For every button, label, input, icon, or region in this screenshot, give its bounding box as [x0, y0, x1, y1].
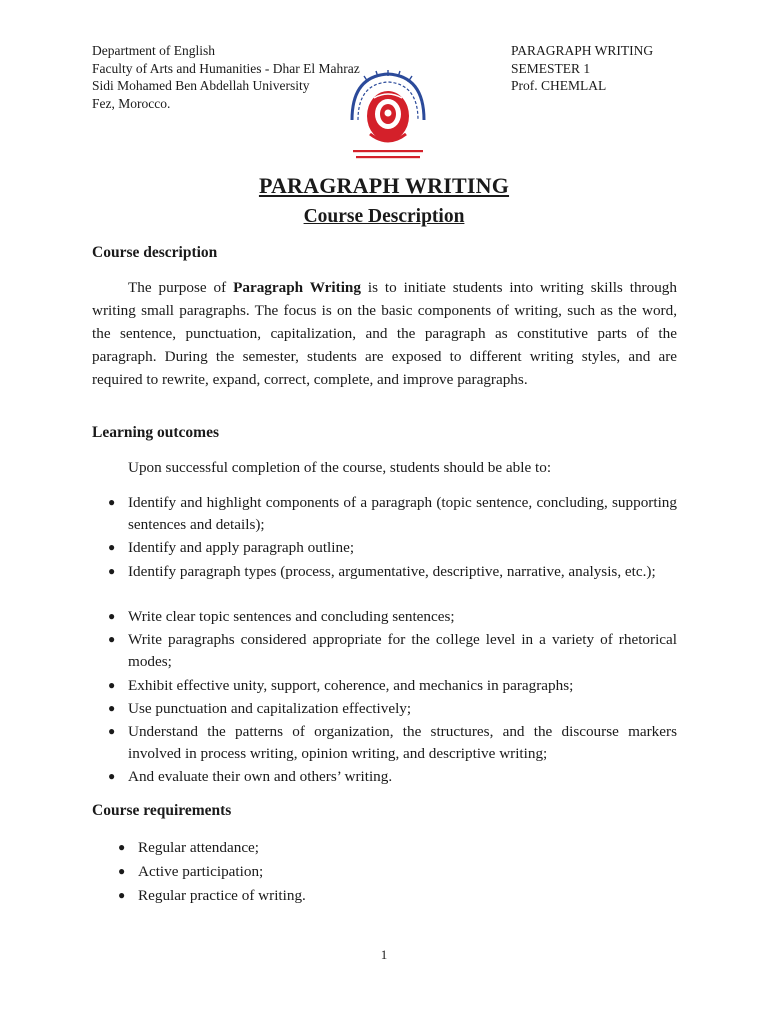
bullet-icon: ● — [118, 864, 126, 878]
course-description-heading: Course description — [92, 244, 218, 261]
bullet-icon: ● — [108, 701, 116, 715]
page-number: 1 — [380, 947, 388, 962]
bullet-icon: ● — [118, 840, 126, 854]
bullet-icon: ● — [108, 540, 116, 554]
list-item: ● And evaluate their own and others’ writing. — [128, 766, 677, 788]
list-item: ● Active participation; — [138, 861, 538, 883]
header-semester: SEMESTER 1 — [511, 60, 591, 76]
list-item: ● Regular attendance; — [138, 837, 538, 859]
course-name-bold: Paragraph Writing — [233, 279, 361, 296]
bullet-icon: ● — [118, 888, 126, 902]
list-item: ● Regular practice of writing. — [138, 885, 538, 907]
list-item: ● Identify and apply paragraph outline; — [128, 537, 677, 559]
list-item: ● Use punctuation and capitalization effectively; — [128, 698, 677, 720]
list-item: ● Understand the patterns of organization, the structures, and the discourse markers involved in process writing, opinion writing, and descriptive writing; — [108, 723, 677, 762]
header-faculty: Faculty of Arts and Humanities - Dhar El Mahraz — [92, 60, 360, 76]
header-course-name: PARAGRAPH WRITING — [511, 43, 654, 58]
bullet-icon: ● — [108, 724, 116, 738]
bullet-icon: ● — [108, 678, 116, 692]
document-subtitle: Course Description — [303, 206, 465, 227]
course-description-text-start: The purpose of — [128, 279, 234, 296]
header-course-block — [511, 42, 653, 95]
list-item: ● Write clear topic sentences and concluding sentences; — [128, 606, 677, 628]
bullet-icon: ● — [108, 564, 116, 578]
bullet-icon: ● — [108, 769, 116, 783]
learning-outcomes-intro: Upon successful completion of the course, students should be able to: — [128, 459, 552, 476]
document-title: PARAGRAPH WRITING — [258, 173, 510, 198]
list-item: ● Exhibit effective unity, support, coherence, and mechanics in paragraphs; — [128, 675, 677, 697]
bullet-icon: ● — [108, 632, 116, 646]
bullet-icon: ● — [108, 495, 116, 509]
bullet-icon: ● — [108, 609, 116, 623]
header-department: Department of English — [92, 43, 215, 58]
list-item: ● Write paragraphs considered appropriate for the college level in a variety of rhetorical modes; — [108, 631, 677, 670]
course-requirements-heading: Course requirements — [92, 802, 232, 819]
course-description-text-end: is to initiate students into writing skills through writing small paragraphs. The focus is on the basic components of writing, such as the word, the sentence, punctuation, capitalization, and the paragraph as constitutive parts of the paragraph. During the semester, students are exposed to different writing styles, and are required to rewrite, expand, correct, complete, and improve paragraphs. — [92, 279, 677, 388]
header-professor: Prof. CHEMLAL — [511, 78, 607, 93]
learning-outcomes-heading: Learning outcomes — [92, 424, 220, 441]
university-logo — [338, 68, 438, 166]
header-university: Sidi Mohamed Ben Abdellah University — [92, 78, 310, 93]
header-institution-block — [92, 42, 360, 112]
header-city: Fez, Morocco. — [92, 95, 171, 111]
course-description-paragraph — [92, 276, 677, 391]
list-item: ● Identify paragraph types (process, argumentative, descriptive, narrative, analysis, etc.); — [128, 561, 677, 583]
list-item: ● Identify and highlight components of a paragraph (topic sentence, concluding, supporting sentences and details); — [108, 494, 677, 533]
